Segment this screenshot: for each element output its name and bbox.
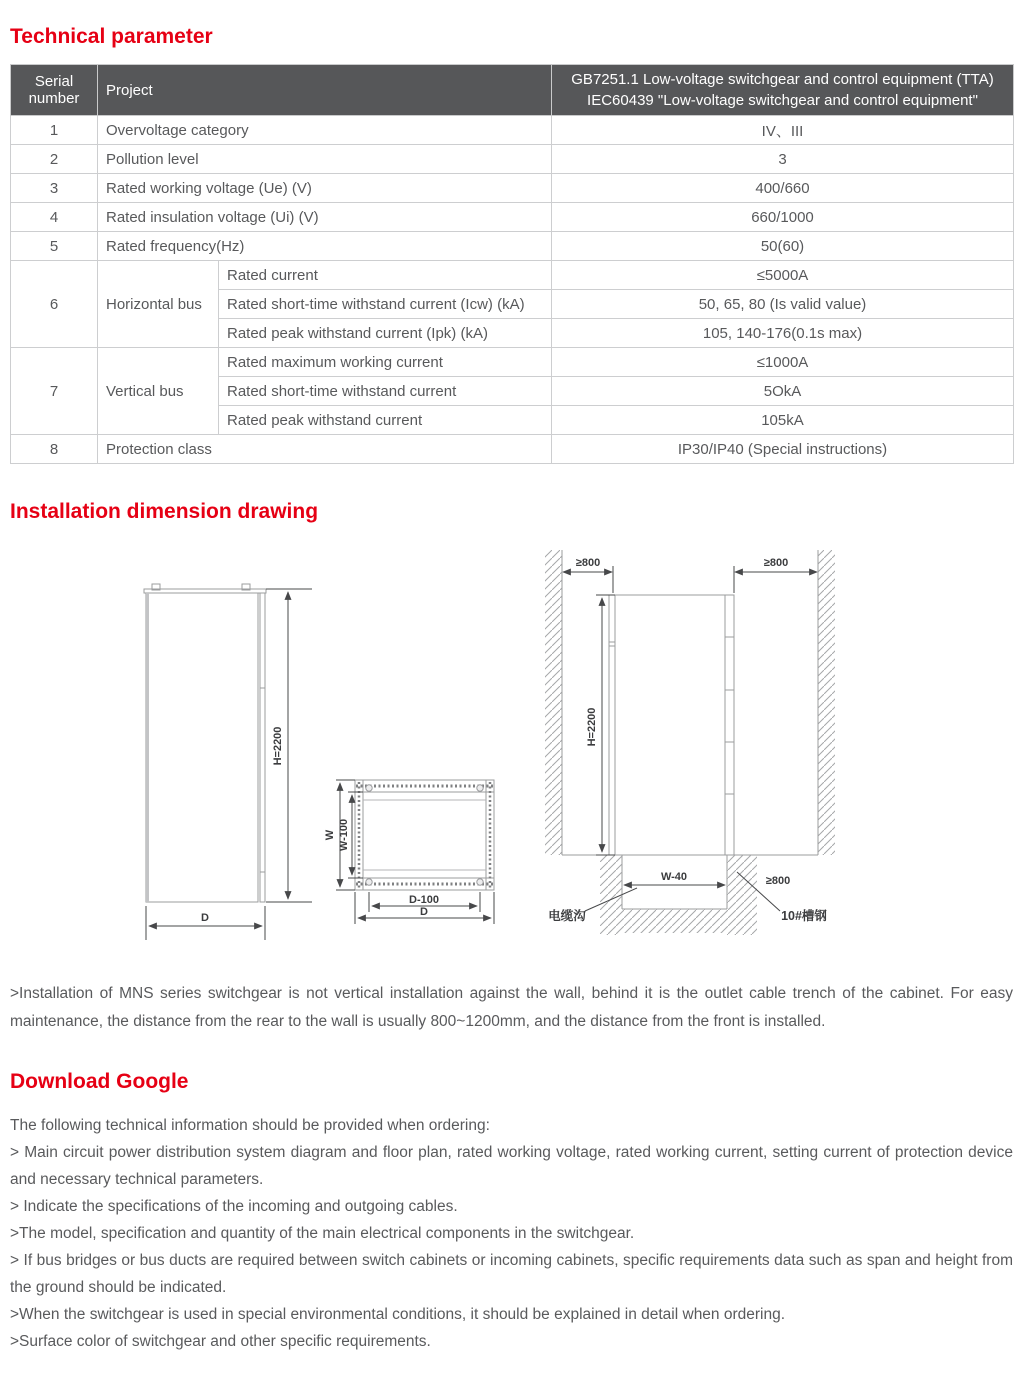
cell-serial: 7 <box>11 348 98 435</box>
installation-dimension-drawing <box>0 542 1022 942</box>
cell-project: Protection class <box>98 435 552 464</box>
table-row <box>11 348 1014 377</box>
cell-subproject: Rated current <box>219 261 552 290</box>
cell-value: IV、III <box>552 116 1014 145</box>
table-row <box>11 435 1014 464</box>
label-cable-trench: 电缆沟 <box>548 909 586 923</box>
dim-label-trench-width: W-40 <box>660 871 688 883</box>
list-item: > If bus bridges or bus ducts are required between switch cabinets or incoming cabinets, specific requirements data such as span and height from the ground should be indicated. <box>10 1252 1013 1296</box>
right-wall-hatch <box>818 550 835 855</box>
header-project: Project <box>98 65 552 116</box>
cell-value: 50, 65, 80 (Is valid value) <box>552 290 1014 319</box>
cell-project: Rated working voltage (Ue) (V) <box>98 174 552 203</box>
list-item: > Indicate the specifications of the incoming and outgoing cables. <box>10 1198 458 1215</box>
section-title-installation-dimension: Installation dimension drawing <box>10 500 319 523</box>
dim-label-width: W <box>324 829 336 841</box>
ground-hatch <box>727 855 757 935</box>
dim-label-right-clearance: ≥800 <box>763 557 789 569</box>
header-serial-number: Serial number <box>11 65 98 116</box>
list-item: >The model, specification and quantity of the main electrical components in the switchgear. <box>10 1225 635 1242</box>
cell-value: 3 <box>552 145 1014 174</box>
dim-label-height: H=2200 <box>586 707 598 747</box>
corner-bolt <box>366 785 372 791</box>
cell-value: ≤5000A <box>552 261 1014 290</box>
cell-subproject: Rated peak withstand current <box>219 406 552 435</box>
table-row <box>11 261 1014 290</box>
technical-parameter-table <box>10 64 1014 464</box>
cell-group: Vertical bus <box>98 348 219 435</box>
left-wall-hatch <box>545 550 562 855</box>
installation-note: >Installation of MNS series switchgear is not vertical installation against the wall, behind it is the outlet cable trench of the cabinet. For easy maintenance, the distance from the rear to the wall is usually 800~1200mm, and the distance from the front is installed. <box>10 985 1013 1030</box>
table-row <box>11 145 1014 174</box>
header-standard-line1: GB7251.1 Low-voltage switchgear and control equipment (TTA) <box>571 71 994 88</box>
front-view-drawing <box>144 584 312 940</box>
cabinet-section <box>615 595 725 855</box>
cell-project: Pollution level <box>98 145 552 174</box>
cell-value: 5OkA <box>552 377 1014 406</box>
cell-serial: 6 <box>11 261 98 348</box>
top-view-drawing <box>324 780 494 924</box>
section-title-technical-parameter: Technical parameter <box>10 25 213 48</box>
cell-project: Rated frequency(Hz) <box>98 232 552 261</box>
dim-label-depth: D <box>420 906 428 918</box>
label-channel-steel: 10#槽钢 <box>781 909 827 923</box>
cell-group: Horizontal bus <box>98 261 219 348</box>
list-item: The following technical information should be provided when ordering: <box>10 1117 490 1134</box>
document-page <box>10 25 1013 1383</box>
dim-label-left-clearance: ≥800 <box>575 557 601 569</box>
cell-subproject: Rated short-time withstand current <box>219 377 552 406</box>
dim-label-height: H=2200 <box>272 726 284 766</box>
ground-hatch <box>600 855 622 935</box>
table-row <box>11 174 1014 203</box>
ordering-requirements-list <box>10 1112 1013 1355</box>
front-door-strip <box>609 595 615 855</box>
list-item: >When the switchgear is used in special environmental conditions, it should be explained in detail when ordering. <box>10 1306 786 1323</box>
cell-value: IP30/IP40 (Special instructions) <box>552 435 1014 464</box>
frame-outline <box>355 780 494 890</box>
cell-value: 400/660 <box>552 174 1014 203</box>
cell-value: 50(60) <box>552 232 1014 261</box>
dim-label-depth-inner: D-100 <box>409 894 439 906</box>
list-item: > Main circuit power distribution system diagram and floor plan, rated working voltage, rated working current, setting current of protection device and necessary technical parameters. <box>10 1144 1013 1188</box>
table-row <box>11 232 1014 261</box>
cell-value: 105kA <box>552 406 1014 435</box>
cell-subproject: Rated maximum working current <box>219 348 552 377</box>
list-item: >Surface color of switchgear and other specific requirements. <box>10 1333 431 1350</box>
table-row <box>11 116 1014 145</box>
header-standard <box>552 65 1014 116</box>
cell-serial: 4 <box>11 203 98 232</box>
cell-project: Overvoltage category <box>98 116 552 145</box>
ground-hatch <box>622 909 727 933</box>
dim-label-depth: D <box>201 912 209 924</box>
dimension-drawing-svg <box>0 542 1022 942</box>
dim-label-rear-clearance: ≥800 <box>765 875 791 887</box>
cabinet-side-strip <box>260 593 265 902</box>
cell-subproject: Rated short-time withstand current (Icw) (kA) <box>219 290 552 319</box>
rear-panel-strip <box>725 595 734 855</box>
cell-serial: 8 <box>11 435 98 464</box>
cell-value: 660/1000 <box>552 203 1014 232</box>
cell-serial: 5 <box>11 232 98 261</box>
cell-project: Rated insulation voltage (Ui) (V) <box>98 203 552 232</box>
corner-bolt <box>366 879 372 885</box>
cell-value: 105, 140-176(0.1s max) <box>552 319 1014 348</box>
dim-label-width-inner: W-100 <box>338 818 350 852</box>
corner-bolt <box>477 785 483 791</box>
corner-bolt <box>477 879 483 885</box>
cell-subproject: Rated peak withstand current (Ipk) (kA) <box>219 319 552 348</box>
installation-view-drawing <box>545 550 835 935</box>
cell-serial: 1 <box>11 116 98 145</box>
table-row <box>11 203 1014 232</box>
header-standard-line2: IEC60439 "Low-voltage switchgear and control equipment" <box>587 92 978 109</box>
cell-value: ≤1000A <box>552 348 1014 377</box>
section-title-download-google: Download Google <box>10 1070 189 1093</box>
cell-serial: 3 <box>11 174 98 203</box>
cabinet-body <box>146 593 258 902</box>
cell-serial: 2 <box>11 145 98 174</box>
table-header-row <box>11 65 1014 116</box>
